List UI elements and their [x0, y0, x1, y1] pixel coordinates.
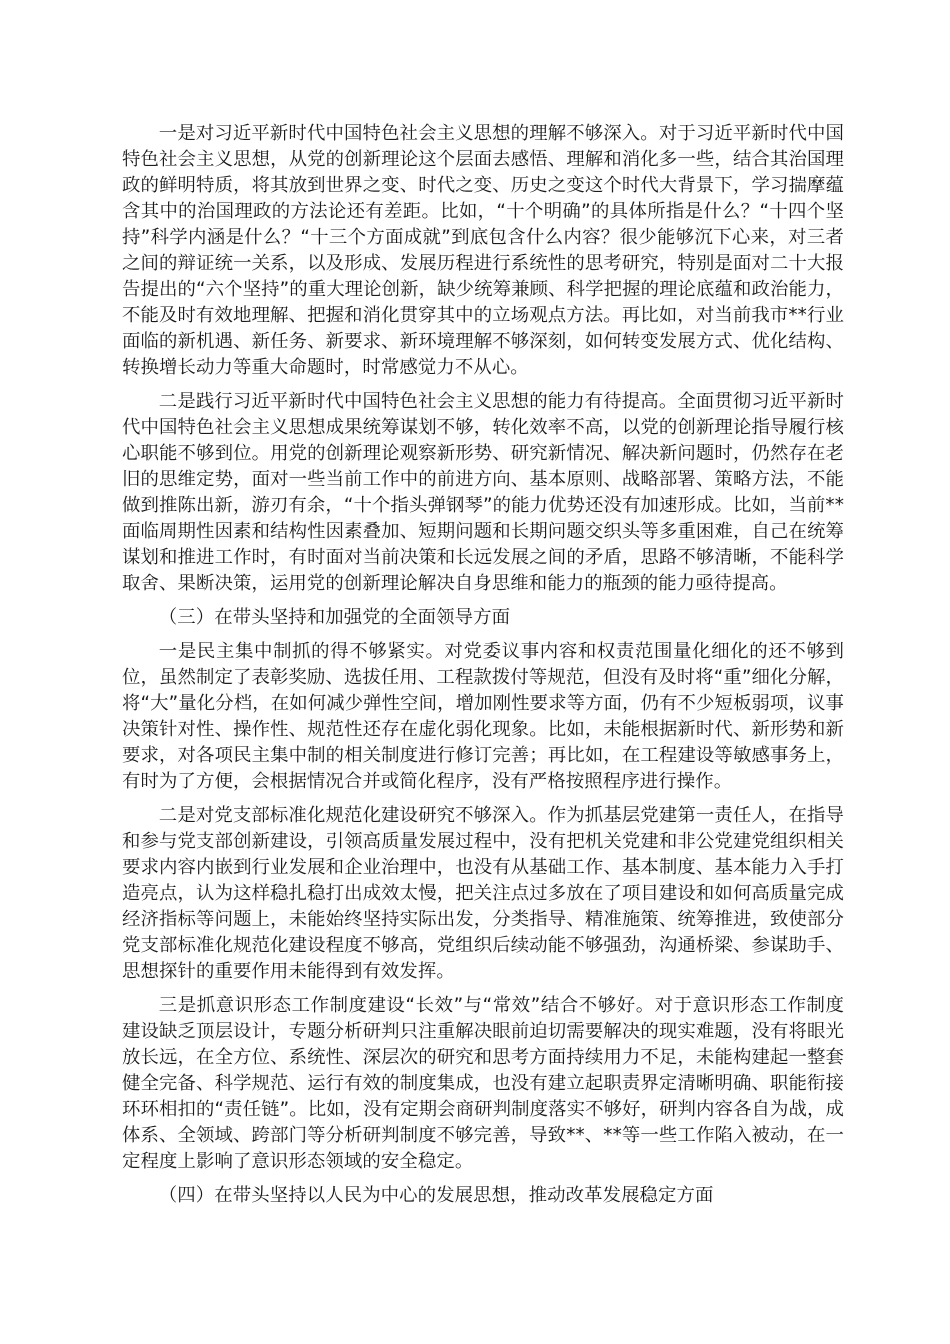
paragraph-practice: 二是践行习近平新时代中国特色社会主义思想的能力有待提高。全面贯彻习近平新时代中国特色社会主义思想成果统筹谋划不够，转化效率不高，以党的创新理论指导履行核心职能不够到位。用党的创新理论观察新形势、研究新情况、解决新问题时，仍然存在老旧的思维定势，面对一些当前工作中的前进方向、基本原则、战略部署、策略方法，不能做到推陈出新，游刃有余，“十个指头弹钢琴”的能力优势还没有加速形成。比如，当前**面临周期性因素和结构性因素叠加、短期问题和长期问题交织头等多重困难，自己在统筹谋划和推进工作时，有时面对当前决策和长远发展之间的矛盾，思路不够清晰，不能科学取舍、果断决策，运用党的创新理论解决自身思维和能力的瓶颈的能力亟待提高。: [122, 391, 844, 594]
paragraph-understanding: 一是对习近平新时代中国特色社会主义思想的理解不够深入。对于习近平新时代中国特色社会主义思想，从党的创新理论这个层面去感悟、理解和消化多一些，结合其治国理政的鲜明特质，将其放到世界之变、时代之变、历史之变这个时代大背景下，学习揣摩蕴含其中的治国理政的方法论还有差距。比如，“十个明确”的具体所指是什么？“十四个坚持”科学内涵是什么？“十三个方面成就”到底包含什么内容？很少能够沉下心来，对三者之间的辩证统一关系，以及形成、发展历程进行系统性的思考研究，特别是面对二十大报告提出的“六个坚持”的重大理论创新，缺少统筹兼顾、科学把握的理论底蕴和政治能力，不能及时有效地理解、把握和消化贯穿其中的立场观点方法。再比如，对当前我市**行业面临的新机遇、新任务、新要求、新环境理解不够深刻，如何转变发展方式、优化结构、转换增长动力等重大命题时，时常感觉力不从心。: [122, 123, 844, 378]
document-body: [122, 121, 844, 1217]
section-heading-three: （三）在带头坚持和加强党的全面领导方面: [158, 607, 511, 628]
paragraph-democratic-centralism: 一是民主集中制抓的得不够紧实。对党委议事内容和权责范围量化细化的还不够到位，虽然制定了表彰奖励、选拔任用、工程款拨付等规范，但没有及时将“重”细化分解，将“大”量化分档，在如何减少弹性空间，增加刚性要求等方面，仍有不少短板弱项，议事决策针对性、操作性、规范性还存在虚化弱化现象。比如，未能根据新时代、新形势和新要求，对各项民主集中制的相关制度进行修订完善；再比如，在工程建设等敏感事务上，有时为了方便，会根据情况合并或简化程序，没有严格按照程序进行操作。: [122, 641, 844, 792]
paragraph-branch-standardization: 二是对党支部标准化规范化建设研究不够深入。作为抓基层党建第一责任人，在指导和参与党支部创新建设，引领高质量发展过程中，没有把机关党建和非公党建党组织相关要求内容内嵌到行业发展和企业治理中，也没有从基础工作、基本制度、基本能力入手打造亮点，认为这样稳扎稳打出成效太慢，把关注点过多放在了项目建设和如何高质量完成经济指标等问题上，未能始终坚持实际出发，分类指导、精准施策、统筹推进，致使部分党支部标准化规范化建设程度不够高，党组织后续动能不够强劲，沟通桥梁、参谋助手、思想探针的重要作用未能得到有效发挥。: [122, 805, 844, 982]
section-heading-four: （四）在带头坚持以人民为中心的发展思想，推动改革发展稳定方面: [158, 1185, 714, 1206]
paragraph-ideology-system: 三是抓意识形态工作制度建设“长效”与“常效”结合不够好。对于意识形态工作制度建设缺乏顶层设计，专题分析研判只注重解决眼前迫切需要解决的现实难题，没有将眼光放长远，在全方位、系统性、深层次的研究和思考方面持续用力不足，未能构建起一整套健全完备、科学规范、运行有效的制度集成，也没有建立起职责界定清晰明确、职能衔接环环相扣的“责任链”。比如，没有定期会商研判制度落实不够好，研判内容各自为战，成体系、全领域、跨部门等分析研判制度不够完善，导致**、**等一些工作陷入被动，在一定程度上影响了意识形态领域的安全稳定。: [122, 995, 844, 1172]
